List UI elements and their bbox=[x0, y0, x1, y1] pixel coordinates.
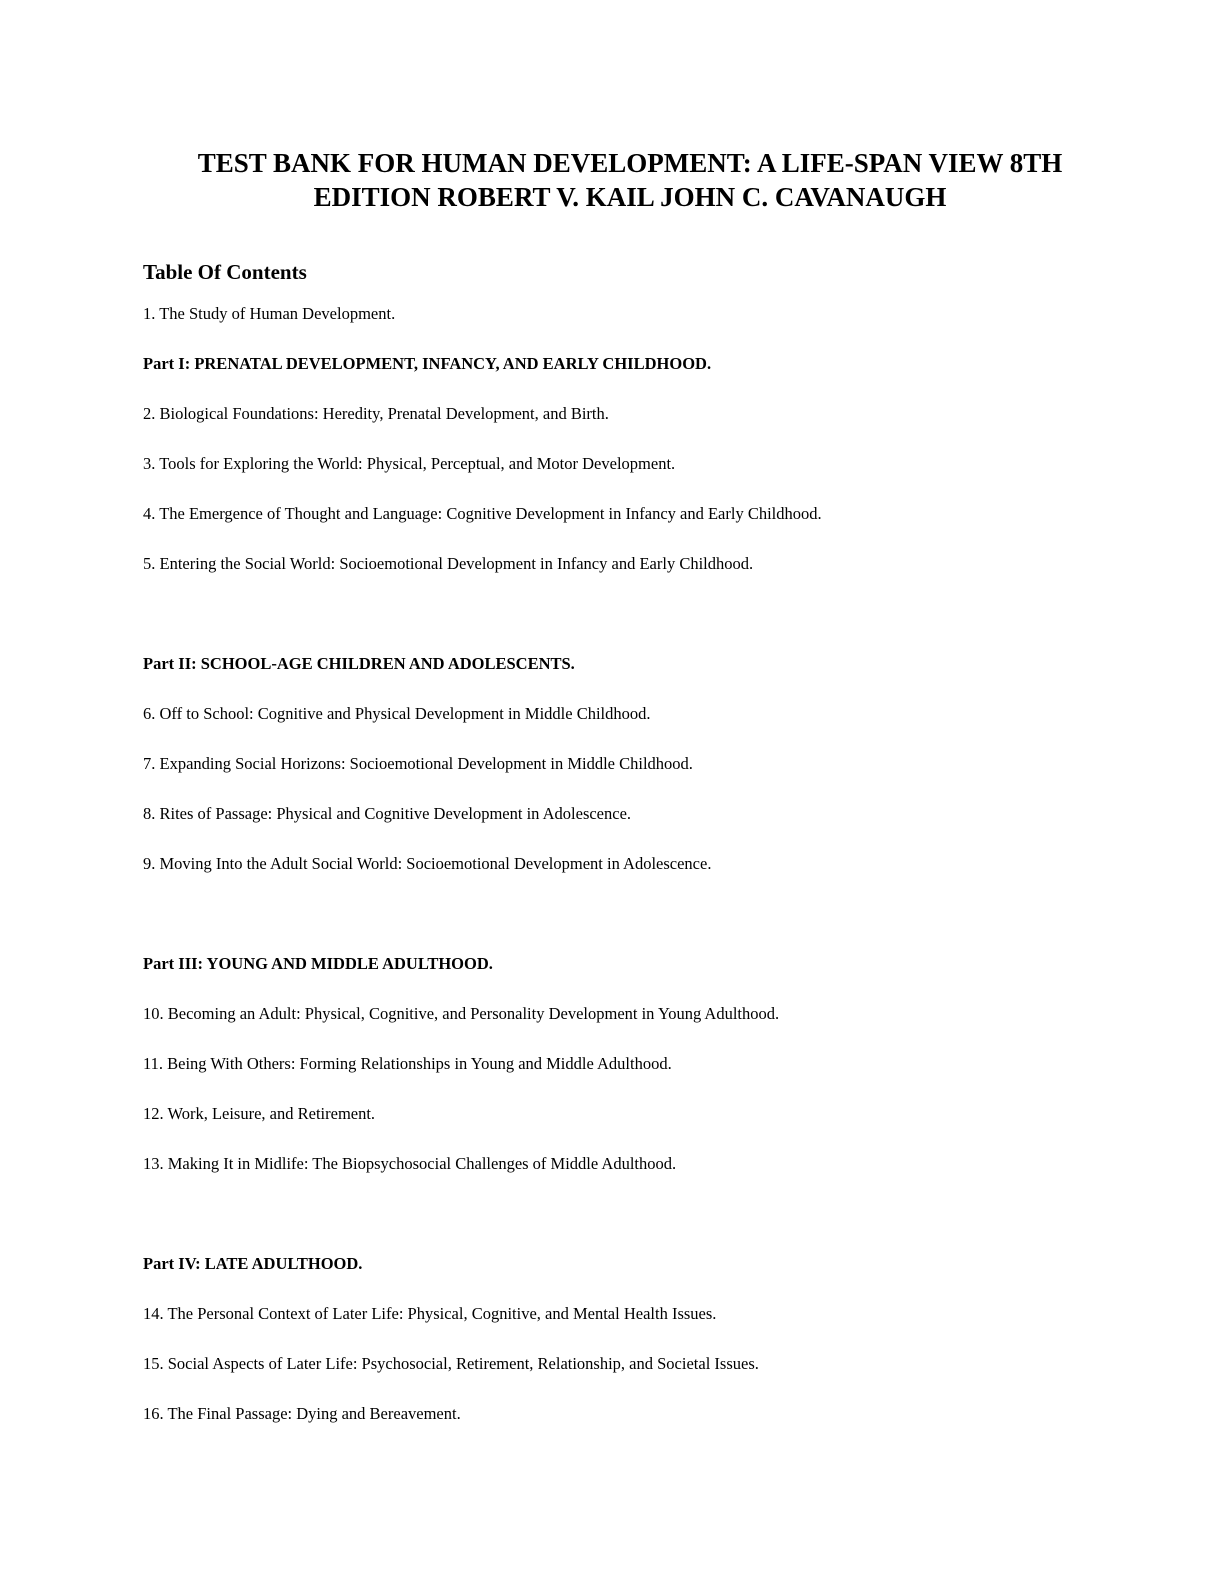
toc-entry-6: 6. Off to School: Cognitive and Physical Development in Middle Childhood. bbox=[143, 704, 651, 723]
part-3-heading: Part III: YOUNG AND MIDDLE ADULTHOOD. bbox=[143, 954, 493, 973]
toc-heading: Table Of Contents bbox=[143, 260, 307, 284]
part-2-heading: Part II: SCHOOL-AGE CHILDREN AND ADOLESCENTS. bbox=[143, 654, 575, 673]
toc-entry-14: 14. The Personal Context of Later Life: Physical, Cognitive, and Mental Health Issues. bbox=[143, 1304, 717, 1323]
toc-entry-2: 2. Biological Foundations: Heredity, Prenatal Development, and Birth. bbox=[143, 404, 609, 423]
part-1-heading: Part I: PRENATAL DEVELOPMENT, INFANCY, AND EARLY CHILDHOOD. bbox=[143, 354, 712, 373]
toc-entry-3: 3. Tools for Exploring the World: Physical, Perceptual, and Motor Development. bbox=[143, 454, 676, 473]
part-4-heading: Part IV: LATE ADULTHOOD. bbox=[143, 1254, 363, 1273]
document-title-line-1: TEST BANK FOR HUMAN DEVELOPMENT: A LIFE-SPAN VIEW 8TH bbox=[197, 148, 1063, 178]
toc-entry-4: 4. The Emergence of Thought and Language: Cognitive Development in Infancy and Early Childhood. bbox=[143, 504, 822, 523]
toc-entry-11: 11. Being With Others: Forming Relationships in Young and Middle Adulthood. bbox=[143, 1054, 672, 1073]
toc-entry-5: 5. Entering the Social World: Socioemotional Development in Infancy and Early Childhood. bbox=[143, 554, 754, 573]
toc-entry-10: 10. Becoming an Adult: Physical, Cognitive, and Personality Development in Young Adulthood. bbox=[143, 1004, 780, 1023]
toc-entry-15: 15. Social Aspects of Later Life: Psychosocial, Retirement, Relationship, and Societal Issues. bbox=[143, 1354, 759, 1373]
toc-entry-7: 7. Expanding Social Horizons: Socioemotional Development in Middle Childhood. bbox=[143, 754, 693, 773]
toc-entry-9: 9. Moving Into the Adult Social World: Socioemotional Development in Adolescence. bbox=[143, 854, 712, 873]
toc-entry-16: 16. The Final Passage: Dying and Bereavement. bbox=[143, 1404, 461, 1423]
toc-entry-8: 8. Rites of Passage: Physical and Cognitive Development in Adolescence. bbox=[143, 804, 632, 823]
toc-entry-1: 1. The Study of Human Development. bbox=[143, 304, 396, 323]
document-title-line-2: EDITION ROBERT V. KAIL JOHN C. CAVANAUGH bbox=[313, 182, 947, 212]
toc-entry-13: 13. Making It in Midlife: The Biopsychosocial Challenges of Middle Adulthood. bbox=[143, 1154, 677, 1173]
toc-entry-12: 12. Work, Leisure, and Retirement. bbox=[143, 1104, 376, 1123]
